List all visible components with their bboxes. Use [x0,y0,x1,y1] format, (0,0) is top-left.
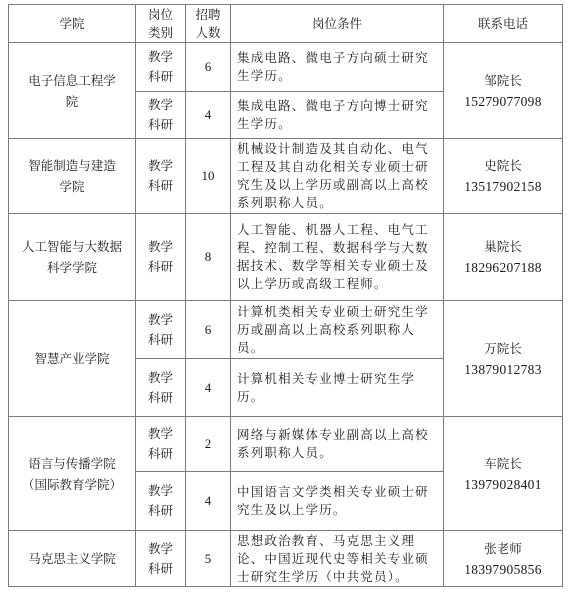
recruit-count: 8 [186,214,231,301]
recruit-count: 5 [186,531,231,587]
table-row [9,417,563,472]
contact-phone: 13979028401 [464,476,542,492]
position-category: 教学 科研 [136,359,186,417]
position-condition: 计算机相关专业博士研究生学历。 [231,359,444,417]
recruit-count: 6 [186,301,231,359]
contact-person: 邹院长 [484,72,522,88]
recruit-count: 10 [186,139,231,214]
contact-cell [444,43,563,139]
position-category: 教学 科研 [136,301,186,359]
contact-phone: 13517902158 [464,179,542,194]
recruitment-table [8,4,563,587]
position-condition: 机械设计制造及其自动化、电气工程及其自动化相关专业硕士研究生及以上学历或副高以上高校系列职称人员。 [231,139,444,214]
college-name: 人工智能与大数据 科学学院 [9,214,136,301]
position-condition: 集成电路、微电子方向硕士研究生学历。 [231,43,444,92]
position-category: 教学 科研 [136,139,186,214]
header-phone: 联系电话 [444,5,563,43]
recruit-count: 4 [186,92,231,139]
position-category: 教学 科研 [136,417,186,472]
position-condition: 思想政治教育、马克思主义理论、中国近现代史等相关专业硕士研究生学历（中共党员）。 [231,531,444,587]
recruit-count: 2 [186,417,231,472]
contact-cell [444,301,563,417]
position-category: 教学 科研 [136,92,186,139]
contact-cell [444,531,563,587]
contact-phone: 15279077098 [464,93,542,109]
header-condition: 岗位条件 [231,5,444,43]
position-condition: 中国语言文学类相关专业硕士研究生及以上学历。 [231,472,444,531]
recruit-count: 4 [186,472,231,531]
contact-person: 万院长 [484,340,522,356]
college-name: 智慧产业学院 [9,301,136,417]
contact-phone: 13879012783 [464,361,542,377]
contact-person: 巢院长 [484,239,522,254]
contact-cell [444,214,563,301]
header-college: 学院 [9,5,136,43]
contact-cell [444,139,563,214]
recruit-count: 4 [186,359,231,417]
table-row [9,43,563,92]
contact-phone: 18397905856 [464,561,542,577]
position-condition: 计算机类相关专业硕士研究生学历或副高以上高校系列职称人员。 [231,301,444,359]
position-category: 教学 科研 [136,214,186,301]
header-count: 招聘 人数 [186,5,231,43]
contact-person: 史院长 [484,158,522,173]
contact-person: 车院长 [484,455,522,471]
college-name: 智能制造与建造 学院 [9,139,136,214]
college-name: 语言与传播学院 （国际教育学院） [9,417,136,531]
header-row [9,5,563,43]
contact-person: 张老师 [484,540,522,556]
table-row [9,139,563,214]
recruit-count: 6 [186,43,231,92]
position-category: 教学 科研 [136,531,186,587]
college-name: 马克思主义学院 [9,531,136,587]
position-condition: 人工智能、机器人工程、电气工程、控制工程、数据科学与大数据技术、数学等相关专业硕士及以上学历或高级工程师。 [231,214,444,301]
position-condition: 网络与新媒体专业副高以上高校系列职称人员。 [231,417,444,472]
position-category: 教学 科研 [136,43,186,92]
table-row [9,301,563,359]
contact-phone: 18296207188 [464,260,542,275]
college-name: 电子信息工程学 院 [9,43,136,139]
position-condition: 集成电路、微电子方向博士研究生学历。 [231,92,444,139]
header-category: 岗位 类别 [136,5,186,43]
table-row [9,531,563,587]
table-row [9,214,563,301]
contact-cell [444,417,563,531]
position-category: 教学 科研 [136,472,186,531]
